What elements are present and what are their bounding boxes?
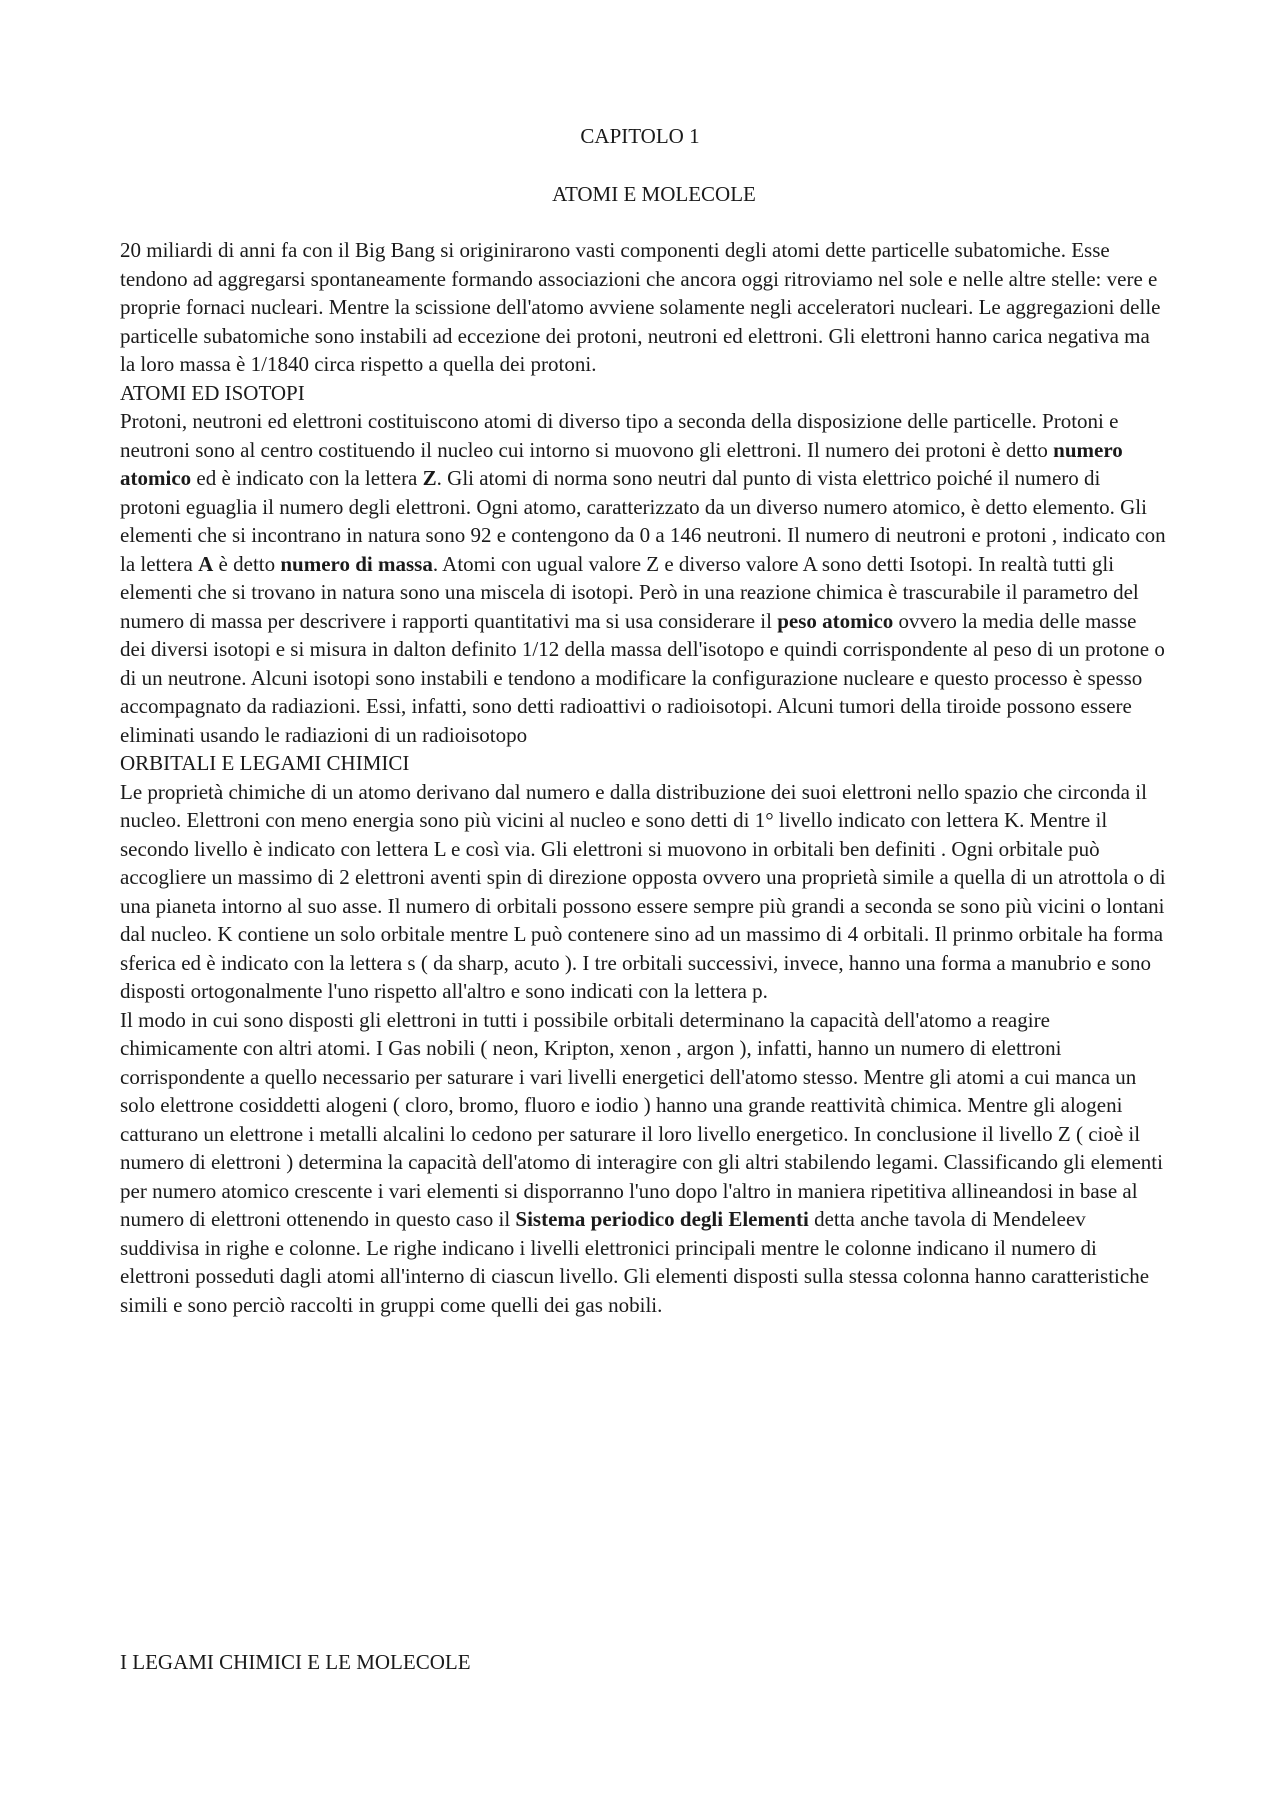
text-run: detta anche tavola di Mendeleev suddivisa in righe e colonne. Le righe indicano i livelli elettronici principali mentre le colonne indicano il numero di elettroni posseduti dagli atomi all'interno di ciascun livello. Gli elementi disposti sulla stessa colonna hanno caratteristiche simili e sono perciò raccolti in gruppi come quelli dei gas nobili. (120, 1207, 1150, 1317)
text-run: . Atomi con ugual valore Z e diverso valore A sono detti Isotopi. In realtà tutti gli elementi che si trovano in natura sono una miscela di isotopi. Però in una reazione chimica è trascurabile il parametro del numero di massa per descrivere i rapporti quantitativi ma si usa considerare il (120, 551, 1139, 633)
body-text (120, 236, 1166, 1319)
chapter-title: CAPITOLO 1 (580, 124, 700, 148)
text-run: ovvero la media delle masse dei diversi isotopi e si misura in dalton definito 1/12 della massa dell'isotopo e quindi corrispondente al peso di un protone o di un neutrone. Alcuni isotopi sono instabili e tendono a modificare la configurazione nucleare e questo processo è spesso accompagnato da radiazioni. Essi, infatti, sono detti radioattivi o radioisotopi. Alcuni tumori della tiroide possono essere eliminati usando le radiazioni di un radioisotopo (120, 608, 1165, 747)
orbitali-paragraph-2 (120, 1006, 1166, 1320)
isotopi-paragraph (120, 407, 1166, 749)
section-heading-legami: I LEGAMI CHIMICI E LE MOLECOLE (120, 1650, 471, 1674)
text-run: . Gli atomi di norma sono neutri dal punto di vista elettrico poiché il numero di protoni eguaglia il numero degli elettroni. Ogni atomo, caratterizzato da un diverso numero atomico, è detto elemento. Gli elementi che si incontrano in natura sono 92 e contengono da 0 a 146 neutroni. Il numero di neutroni e protoni , indicato con la lettera (120, 466, 1166, 576)
bold-term: numero di massa (280, 551, 433, 576)
bold-term: A (198, 551, 214, 576)
section-heading-orbitali: ORBITALI E LEGAMI CHIMICI (120, 751, 410, 775)
text-run: Protoni, neutroni ed elettroni costituiscono atomi di diverso tipo a seconda della disposizione delle particelle. Protoni e neutroni sono al centro costituendo il nucleo cui intorno si muovono gli elettroni. Il numero dei protoni è detto (120, 409, 1119, 462)
bold-term: Z (422, 466, 437, 490)
intro-paragraph: 20 miliardi di anni fa con il Big Bang si originirarono vasti componenti degli atomi dette particelle subatomiche. Esse tendono ad aggregarsi spontaneamente formando associazioni che ancora oggi ritroviamo nel sole e nelle altre stelle: vere e proprie fornaci nucleari. Mentre la scissione dell'atomo avviene solamente negli acceleratori nucleari. Le aggregazioni delle particelle subatomiche sono instabili ad eccezione dei protoni, neutroni ed elettroni. Gli elettroni hanno carica negativa ma la loro massa è 1/1840 circa rispetto a quella dei protoni. (120, 238, 1161, 376)
bold-term: peso atomico (777, 608, 894, 633)
text-run: Il modo in cui sono disposti gli elettroni in tutti i possibile orbitali determinano la capacità dell'atomo a reagire chimicamente con altri atomi. I Gas nobili ( neon, Kripton, xenon , argon ), infatti, hanno un numero di elettroni corrispondente a quello necessario per saturare i vari livelli energetici dell'atomo stesso. Mentre gli atomi a cui manca un solo elettrone cosiddetti alogeni ( cloro, bromo, fluoro e iodio ) hanno una grande reattività chimica. Mentre gli alogeni catturano un elettrone i metalli alcalini lo cedono per saturare il loro livello energetico. In conclusione il livello Z ( cioè il numero di elettroni ) determina la capacità dell'atomo di interagire con gli altri stabilendo legami. Classificando gli elementi per numero atomico crescente i vari elementi si disporranno l'uno dopo l'altro in maniera ripetitiva allineandosi in base al numero di elettroni ottenendo in questo caso il (120, 1007, 1163, 1231)
orbitali-paragraph-1: Le proprietà chimiche di un atomo derivano dal numero e dalla distribuzione dei suoi elettroni nello spazio che circonda il nucleo. Elettroni con meno energia sono più vicini al nucleo e sono detti di 1° livello indicato con lettera K. Mentre il secondo livello è indicato con lettera L e così via. Gli elettroni si muovono in orbitali ben definiti . Ogni orbitale può accogliere un massimo di 2 elettroni aventi spin di direzione opposta ovvero una proprietà simile a quella di un atrottola o di una pianeta intorno al suo asse. Il numero di orbitali possono essere sempre più grandi a seconda se sono più vicini o lontani dal nucleo. K contiene un solo orbitale mentre L può contenere sino ad un massimo di 4 orbitali. Il prinmo orbitale ha forma sferica ed è indicato con la lettera s ( da sharp, acuto ). I tre orbitali successivi, invece, hanno una forma a manubrio e sono disposti ortogonalmente l'uno rispetto all'altro e sono indicati con la lettera p. (120, 779, 1166, 1003)
text-run: ed è indicato con la lettera (191, 466, 423, 490)
bold-term: numero atomico (120, 437, 1123, 490)
text-run: è detto (213, 551, 281, 576)
bold-term: Sistema periodico degli Elementi (515, 1207, 809, 1231)
chapter-subtitle: ATOMI E MOLECOLE (552, 182, 756, 206)
section-heading-isotopi: ATOMI ED ISOTOPI (120, 380, 305, 405)
